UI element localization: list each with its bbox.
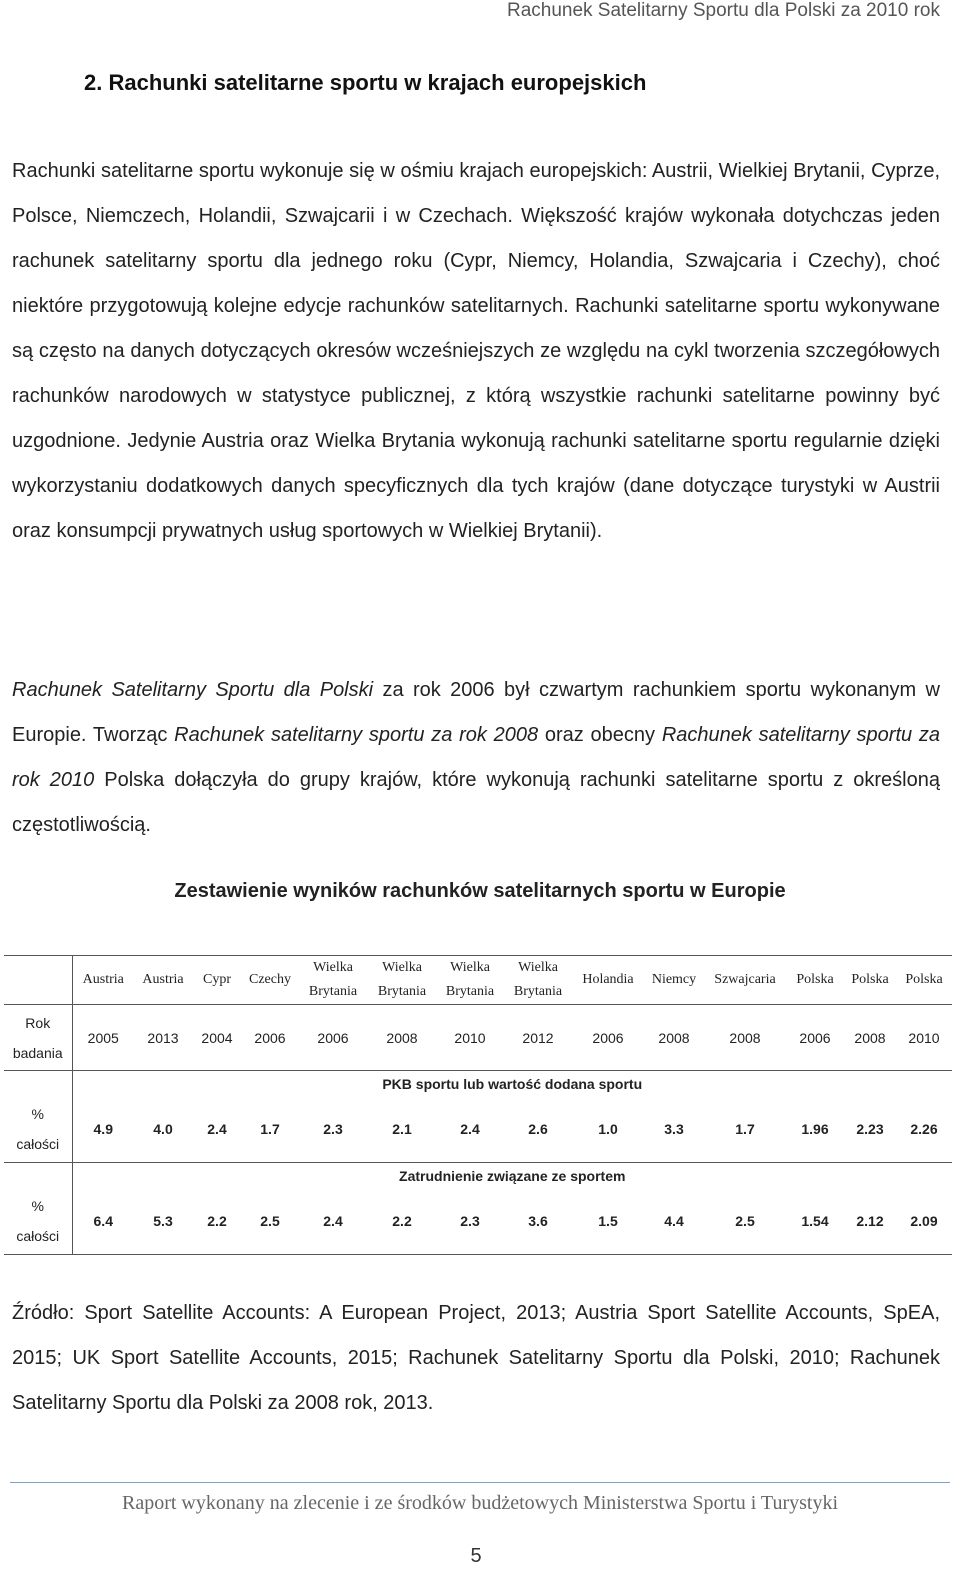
gdp-values-row — [4, 1097, 952, 1163]
paragraph-text: za rok 2006 był czwartym rachunkiem sportu wykonanym w Europie. Tworząc — [12, 679, 940, 746]
employment-value-cell: 3.6 — [504, 1189, 572, 1255]
country-header: Polska — [786, 956, 844, 1005]
employment-value-cell: 2.09 — [896, 1189, 952, 1255]
country-header: Holandia — [572, 956, 644, 1005]
table-title: Zestawienie wyników rachunków satelitarnych sportu w Europie — [174, 880, 786, 902]
country-header: Polska — [896, 956, 952, 1005]
year-cell: 2008 — [644, 1005, 704, 1071]
gdp-section-title: PKB sportu lub wartość dodana sportu — [382, 1075, 643, 1092]
italic-title-2008: Rachunek satelitarny sportu za rok 2008 — [174, 724, 539, 746]
year-cell: 2006 — [786, 1005, 844, 1071]
gdp-section-row — [4, 1071, 952, 1097]
gdp-value-cell: 2.3 — [298, 1097, 368, 1163]
employment-value-cell: 2.2 — [192, 1189, 242, 1255]
paragraph-text: oraz obecny — [538, 724, 662, 746]
year-cell: 2008 — [368, 1005, 436, 1071]
running-header: Rachunek Satelitarny Sportu dla Polski za 2010 rok — [506, 0, 940, 21]
country-header: Szwajcaria — [704, 956, 786, 1005]
employment-value-cell: 5.3 — [134, 1189, 192, 1255]
gdp-value-cell: 4.0 — [134, 1097, 192, 1163]
gdp-row-label: % całości — [4, 1097, 72, 1163]
country-header: Czechy — [242, 956, 298, 1005]
gdp-value-cell: 4.9 — [72, 1097, 134, 1163]
employment-value-cell: 2.4 — [298, 1189, 368, 1255]
employment-value-cell: 6.4 — [72, 1189, 134, 1255]
gdp-value-cell: 2.23 — [844, 1097, 896, 1163]
year-cell: 2005 — [72, 1005, 134, 1071]
gdp-value-cell: 3.3 — [644, 1097, 704, 1163]
country-header: Niemcy — [644, 956, 704, 1005]
year-cell: 2010 — [436, 1005, 504, 1071]
section-title: 2. Rachunki satelitarne sportu w krajach europejskich — [84, 70, 647, 95]
footer-divider — [10, 1482, 950, 1483]
gdp-value-cell: 1.7 — [242, 1097, 298, 1163]
employment-section-title: Zatrudnienie związane ze sportem — [399, 1167, 626, 1184]
year-cell: 2008 — [844, 1005, 896, 1071]
year-cell: 2012 — [504, 1005, 572, 1071]
employment-values-row — [4, 1189, 952, 1255]
italic-title-2006: Rachunek Satelitarny Sportu dla Polski — [12, 679, 374, 701]
country-header: Austria — [72, 956, 134, 1005]
gdp-value-cell: 2.4 — [192, 1097, 242, 1163]
footer-text: Raport wykonany na zlecenie i ze środków budżetowych Ministerstwa Sportu i Turystyki — [122, 1492, 838, 1514]
paragraph-poland — [12, 668, 940, 848]
year-row-label: Rok badania — [4, 1005, 72, 1071]
employment-value-cell: 1.5 — [572, 1189, 644, 1255]
results-table — [4, 955, 952, 1255]
employment-row-label: % całości — [4, 1189, 72, 1255]
year-cell: 2006 — [572, 1005, 644, 1071]
employment-value-cell: 2.3 — [436, 1189, 504, 1255]
gdp-value-cell: 1.0 — [572, 1097, 644, 1163]
italic-title-2010: Rachunek satelitarny sportu za rok 2010 — [12, 724, 941, 791]
page-number: 5 — [470, 1545, 482, 1567]
year-cell: 2006 — [298, 1005, 368, 1071]
year-row — [4, 1005, 952, 1071]
country-header: Wielka Brytania — [436, 956, 504, 1005]
employment-value-cell: 1.54 — [786, 1189, 844, 1255]
employment-value-cell: 2.12 — [844, 1189, 896, 1255]
country-header: Wielka Brytania — [298, 956, 368, 1005]
gdp-value-cell: 2.1 — [368, 1097, 436, 1163]
year-cell: 2008 — [704, 1005, 786, 1071]
country-header: Cypr — [192, 956, 242, 1005]
paragraph-countries: Rachunki satelitarne sportu wykonuje się w ośmiu krajach europejskich: Austrii, Wielkiej Brytanii, Cyprze, Polsce, Niemczech, Holandii, Szwajcarii i w Czechach. Większość krajów wykonała dotychczas jeden rachunek satelitarny sportu dla jednego roku (Cypr, Niemcy, Holandia, Szwajcaria i Czechy), choć niektóre przygotowują kolejne edycje rachunków satelitarnych. Rachunki satelitarne sportu wykonywane są często na danych dotyczących okresów wcześniejszych ze względu na cykl tworzenia szczegółowych rachunków narodowych w statystyce publicznej, z którą wszystkie rachunki satelitarne powinny być uzgodnione. Jedynie Austria oraz Wielka Brytania wykonują rachunki satelitarne sportu regularnie dzięki wykorzystaniu dodatkowych danych specyficznych dla tych krajów (dane dotyczące turystyki w Austrii oraz konsumpcji prywatnych usług sportowych w Wielkiej Brytanii). — [12, 160, 940, 542]
gdp-value-cell: 2.6 — [504, 1097, 572, 1163]
country-header: Wielka Brytania — [368, 956, 436, 1005]
year-cell: 2013 — [134, 1005, 192, 1071]
section-label-spacer — [4, 1163, 72, 1189]
gdp-value-cell: 1.96 — [786, 1097, 844, 1163]
employment-section-row — [4, 1163, 952, 1189]
country-header: Polska — [844, 956, 896, 1005]
gdp-value-cell: 1.7 — [704, 1097, 786, 1163]
section-label-spacer — [4, 1071, 72, 1097]
source-note: Źródło: Sport Satellite Accounts: A European Project, 2013; Austria Sport Satellite Accounts, SpEA, 2015; UK Sport Satellite Accounts, 2015; Rachunek Satelitarny Sportu dla Polski, 2010; Rachunek Satelitarny Sportu dla Polski za 2008 rok, 2013. — [12, 1302, 940, 1414]
employment-value-cell: 4.4 — [644, 1189, 704, 1255]
paragraph-text: Polska dołączyła do grupy krajów, które wykonują rachunki satelitarne sportu z określoną częstotliwością. — [12, 769, 940, 836]
employment-value-cell: 2.5 — [242, 1189, 298, 1255]
gdp-value-cell: 2.4 — [436, 1097, 504, 1163]
country-header: Austria — [134, 956, 192, 1005]
year-cell: 2004 — [192, 1005, 242, 1071]
gdp-value-cell: 2.26 — [896, 1097, 952, 1163]
corner-cell — [4, 956, 72, 1005]
year-cell: 2010 — [896, 1005, 952, 1071]
country-header-row — [4, 956, 952, 1005]
employment-value-cell: 2.5 — [704, 1189, 786, 1255]
year-cell: 2006 — [242, 1005, 298, 1071]
employment-value-cell: 2.2 — [368, 1189, 436, 1255]
country-header: Wielka Brytania — [504, 956, 572, 1005]
